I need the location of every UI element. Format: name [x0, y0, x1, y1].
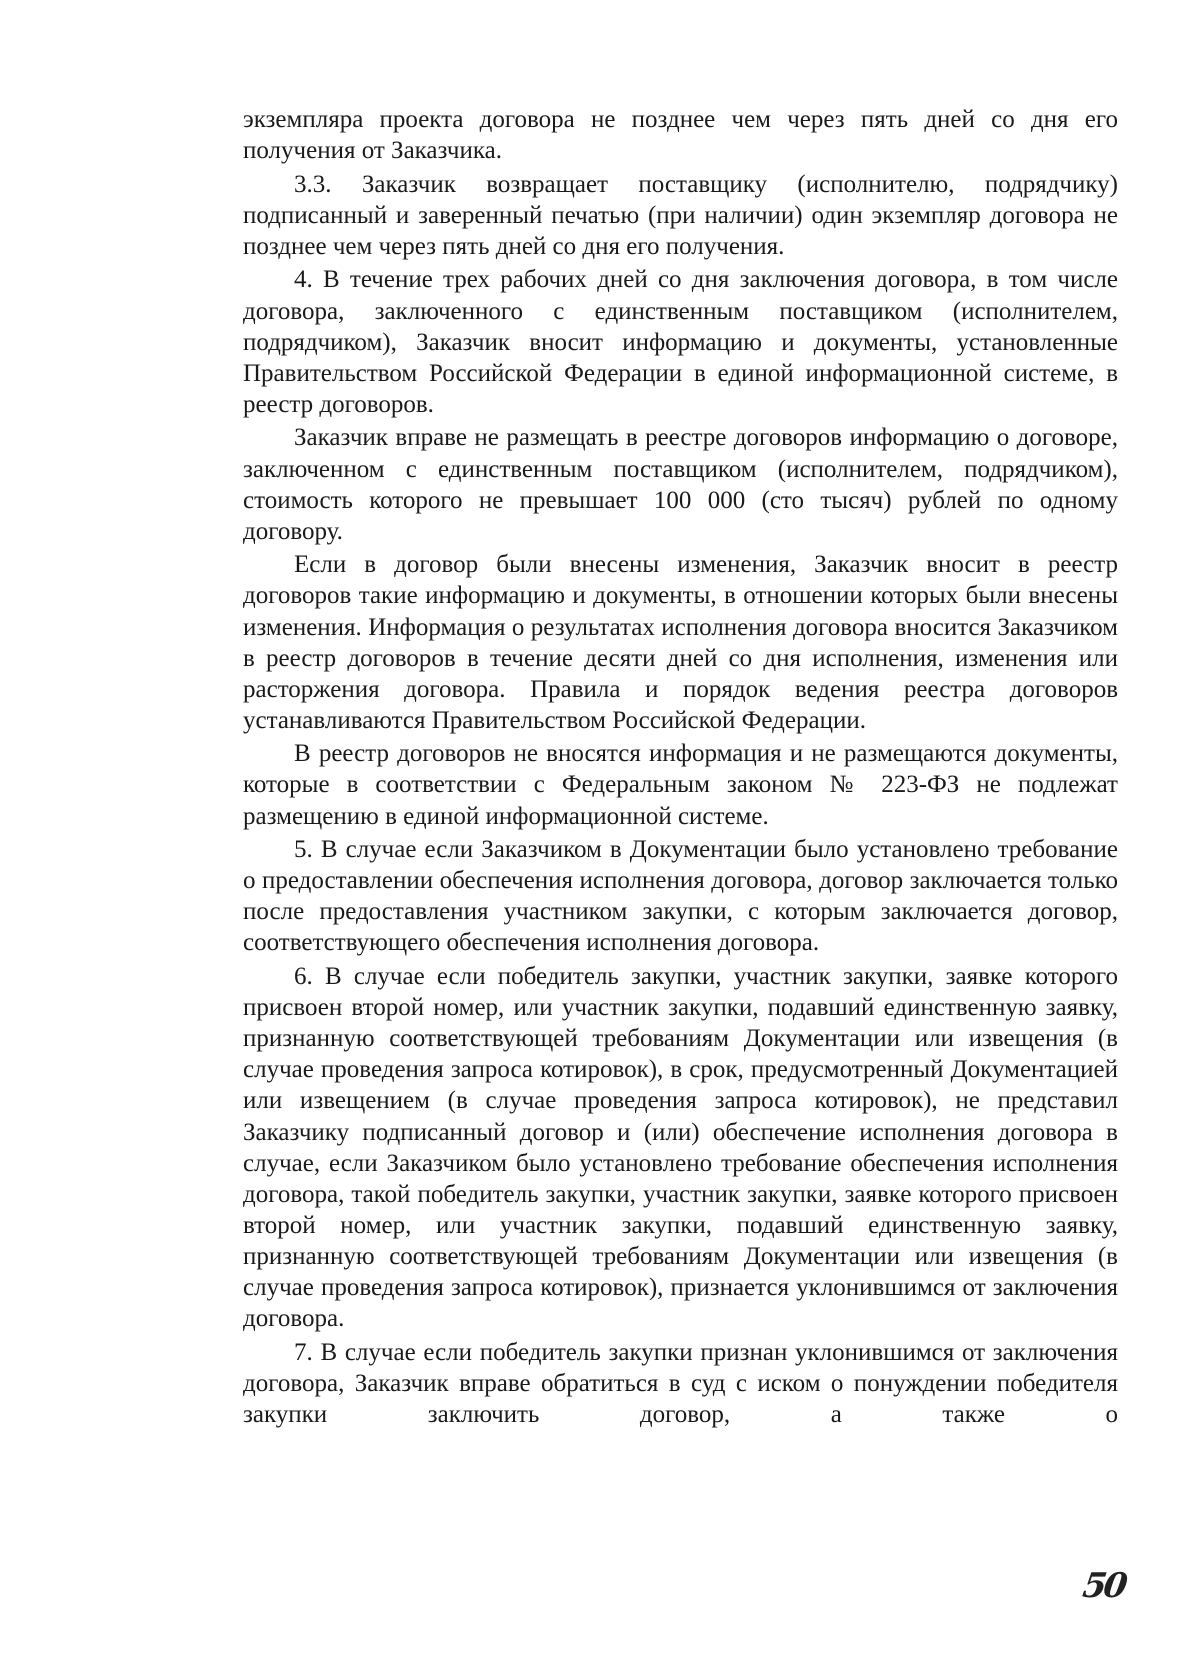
page-number: 50: [1080, 1566, 1128, 1606]
paragraph-4-changes: Если в договор были внесены изменения, Заказчик вносит в реестр договоров такие информацию и документы, в отношении которых были внесены изменения. Информация о результатах исполнения договора вносится Заказчиком в реестр договоров в течение десяти дней со дня исполнения, изменения или расторжения договора. Правила и порядок ведения реестра договоров устанавливаются Правительством Российской Федерации.: [243, 551, 1118, 734]
paragraph-4-exemption: Заказчик вправе не размещать в реестре договоров информацию о договоре, заключенном с единственным поставщиком (исполнителем, подрядчиком), стоимость которого не превышает 100 000 (сто тысяч) рублей по одному договору.: [243, 424, 1118, 545]
paragraph-4: 4. В течение трех рабочих дней со дня заключения договора, в том числе договора, заключенного с единственным поставщиком (исполнителем, подрядчиком), Заказчик вносит информацию и документы, установленные Правительством Российской Федерации в единой информационной системе, в реестр договоров.: [243, 266, 1118, 418]
paragraph-3-3: 3.3. Заказчик возвращает поставщику (исполнителю, подрядчику) подписанный и заверенный печатью (при наличии) один экземпляр договора не позднее чем через пять дней со дня его получения.: [243, 170, 1118, 260]
paragraph-continuation: экземпляра проекта договора не позднее чем через пять дней со дня его получения от Заказчика.: [243, 106, 1118, 165]
paragraph-4-exclusions: В реестр договоров не вносятся информация и не размещаются документы, которые в соответствии с Федеральным законом № 223-ФЗ не подлежат размещению в единой информационной системе.: [243, 740, 1118, 830]
document-body: [243, 104, 1118, 1432]
paragraph-5: 5. В случае если Заказчиком в Документации было установлено требование о предоставлении обеспечения исполнения договора, договор заключается только после предоставления участником закупки, с которым заключается договор, соответствующего обеспечения исполнения договора.: [243, 836, 1118, 957]
paragraph-7: 7. В случае если победитель закупки признан уклонившимся от заключения договора, Заказчик вправе обратиться в суд с иском о понуждении победителя закупки заключить договор, а также о: [243, 1338, 1118, 1428]
paragraph-6: 6. В случае если победитель закупки, участник закупки, заявке которого присвоен второй номер, или участник закупки, подавший единственную заявку, признанную соответствующей требованиям Документации или извещения (в случае проведения запроса котировок), в срок, предусмотренный Документацией или извещением (в случае проведения запроса котировок), не представил Заказчику подписанный договор и (или) обеспечение исполнения договора в случае, если Заказчиком было установлено требование обеспечения исполнения договора, такой победитель закупки, участник закупки, заявке которого присвоен второй номер, или участник закупки, подавший единственную заявку, признанную соответствующей требованиям Документации или извещения (в случае проведения запроса котировок), признается уклонившимся от заключения договора.: [243, 963, 1118, 1333]
